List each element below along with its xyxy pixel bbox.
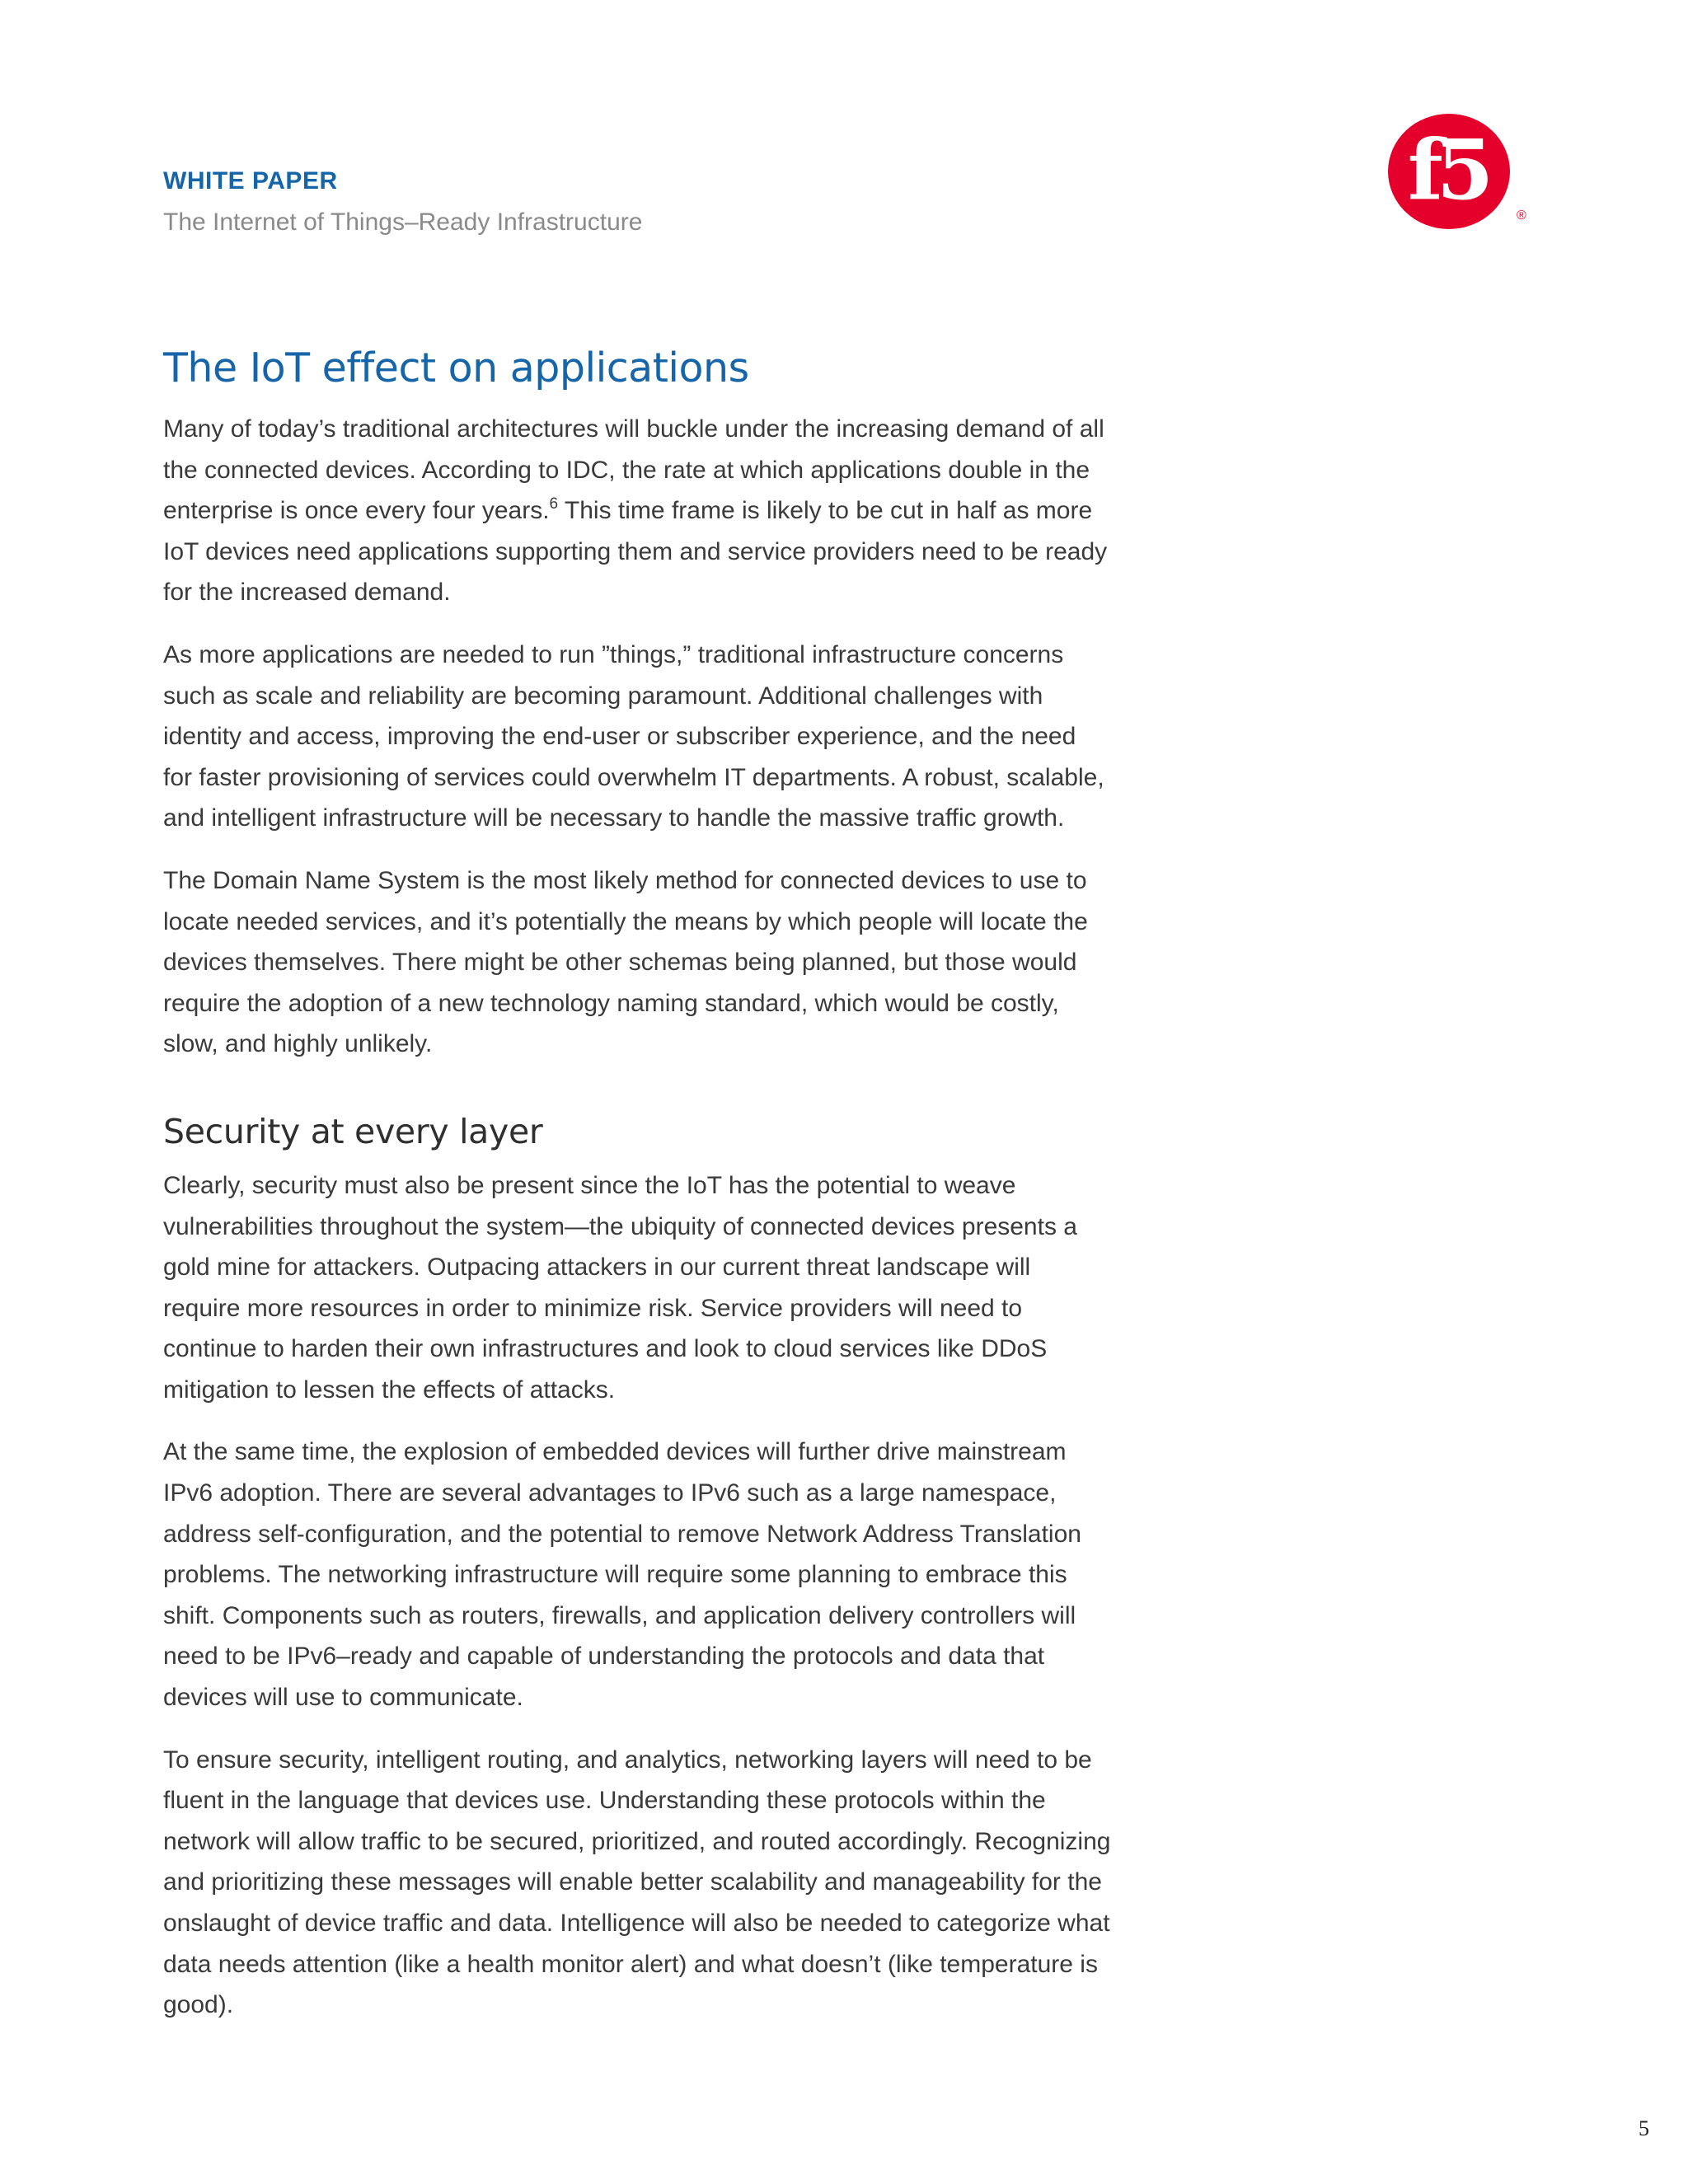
subsection-paragraph-1: Clearly, security must also be present since the IoT has the potential to weave vulnerabilities throughout the system—the ubiquity of connected devices presents a gold mine for attackers. Outpacing attackers in our current threat landscape will require more resources in order to minimize risk. Service providers will need to continue to harden their own infrastructures and look to cloud services like DDoS mitigation to lessen the effects of attacks. <box>163 1171 1077 1404</box>
section-paragraph-3: The Domain Name System is the most likely method for connected devices to use to locate needed services, and it’s potentially the means by which people will locate the devices themselves. There might be other schemas being planned, but those would require the adoption of a new technology naming standard, which would be costly, slow, and highly unlikely. <box>163 866 1088 1058</box>
footnote-marker: 6 <box>549 495 559 513</box>
f5-logo-icon <box>1385 105 1529 237</box>
section-paragraph-2: As more applications are needed to run ”things,” traditional infrastructure concerns such as scale and reliability are becoming paramount. Additional challenges with identity and access, improving the end-user or subscriber experience, and the need for faster provisioning of services could overwhelm IT departments. A robust, scalable, and intelligent infrastructure will be necessary to handle the massive traffic growth. <box>163 640 1104 832</box>
section-title: The IoT effect on applications <box>163 344 749 391</box>
subsection-paragraph-3: To ensure security, intelligent routing, and analytics, networking layers will need to be fluent in the language that devices use. Understanding these protocols within the network will allow traffic to be secured, prioritized, and routed accordingly. Recognizing and prioritizing these messages will enable better scalability and manageability for the onslaught of device traffic and data. Intelligence will also be needed to categorize what data needs attention (like a health monitor alert) and what doesn’t (like temperature is good). <box>163 1746 1111 2019</box>
section-paragraph-1 <box>163 409 1111 613</box>
page-number: 5 <box>1639 2116 1649 2140</box>
main-content <box>163 340 1111 2047</box>
paragraph-text: Many of today’s traditional architectures will buckle under the increasing demand of all the connected devices. According to IDC, the rate at which applications double in the enterprise is once every four years. <box>163 415 1104 525</box>
registered-mark: ® <box>1517 209 1526 223</box>
document-subtitle: The Internet of Things–Ready Infrastructure <box>163 209 643 236</box>
subsection-title: Security at every layer <box>163 1111 543 1151</box>
document-type-label: WHITE PAPER <box>163 167 338 194</box>
logo-text: f5 <box>1407 121 1488 218</box>
document-header <box>163 165 642 239</box>
paragraph-text: This time frame is likely to be cut in half as more IoT devices need applications supporting them and service providers need to be ready for the increased demand. <box>163 497 1108 607</box>
f5-logo-svg <box>1385 105 1529 237</box>
subsection-paragraph-2: At the same time, the explosion of embedded devices will further drive mainstream IPv6 adoption. There are several advantages to IPv6 such as a large namespace, address self-configuration, and the potential to remove Network Address Translation problems. The networking infrastructure will require some planning to embrace this shift. Components such as routers, firewalls, and application delivery controllers will need to be IPv6–ready and capable of understanding the protocols and data that devices will use to communicate. <box>163 1438 1081 1712</box>
